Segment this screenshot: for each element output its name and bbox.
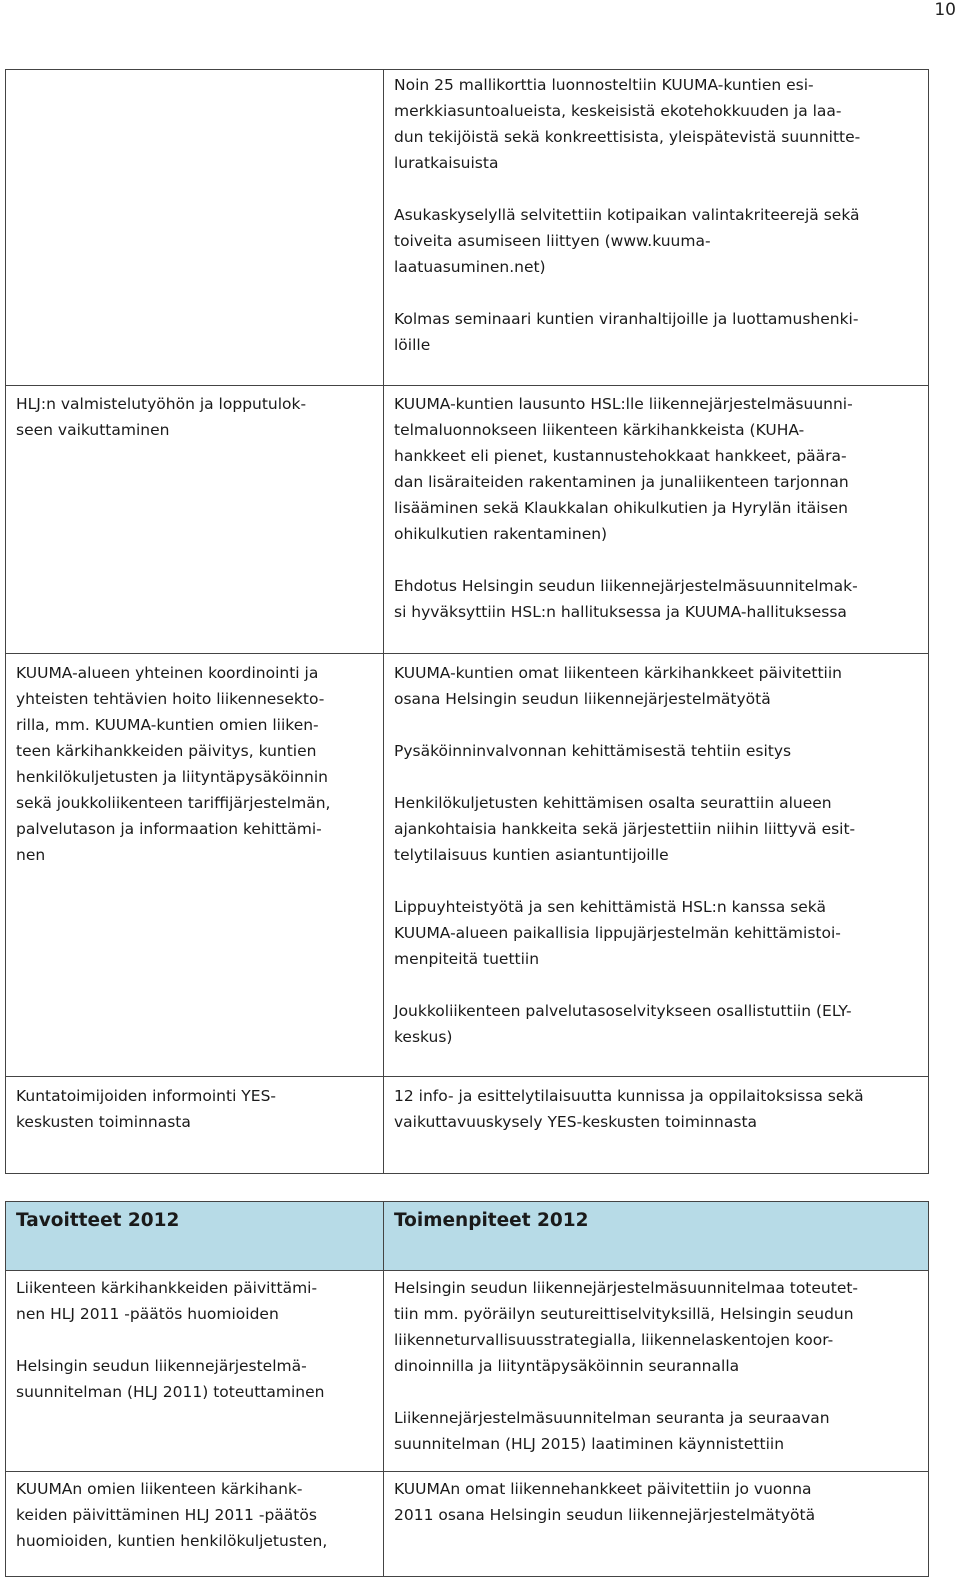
goal-cell xyxy=(6,1271,384,1472)
cell-paragraph: Noin 25 mallikorttia luonnosteltiin KUUMA-kuntien esi- merkkiasuntoalueista, keskeisistä ekotehokkuuden ja laa- dun tekijöistä sekä konkreettisista, yleispätevistä suunnitte- luratkaisuista xyxy=(394,76,861,172)
cell-paragraph: Kolmas seminaari kuntien viranhaltijoille ja luottamushenki- löille xyxy=(394,310,859,354)
goals-table-2012 xyxy=(5,1201,929,1577)
action-cell xyxy=(384,1472,929,1577)
header-actions-2012: Toimenpiteet 2012 xyxy=(384,1202,929,1271)
action-cell xyxy=(384,70,929,386)
cell-paragraph: Lippuyhteistyötä ja sen kehittämistä HSL:n kanssa sekä KUUMA-alueen paikallisia lippujärjestelmän kehittämistoi- menpiteitä tuettiin xyxy=(394,898,841,968)
action-cell xyxy=(384,654,929,1077)
action-cell xyxy=(384,386,929,654)
cell-paragraph: Helsingin seudun liikennejärjestelmäsuunnitelmaa toteutet- tiin mm. pyöräilyn seutureittiselvityksillä, Helsingin seudun liikenneturvallisuusstrategialla, liikennelaskentojen koor- dinoinnilla ja liityntäpysäköinnin seurannalla xyxy=(394,1279,859,1375)
cell-paragraph: KUUMAn omat liikennehankkeet päivitettiin jo vuonna 2011 osana Helsingin seudun liikennejärjestelmätyötä xyxy=(394,1480,816,1524)
cell-paragraph: Liikennejärjestelmäsuunnitelman seuranta ja seuraavan suunnitelman (HLJ 2015) laatiminen käynnistettiin xyxy=(394,1409,830,1453)
table-row xyxy=(6,386,929,654)
goal-cell xyxy=(6,1077,384,1174)
header-goals-2012: Tavoitteet 2012 xyxy=(6,1202,384,1271)
cell-paragraph: Helsingin seudun liikennejärjestelmä- suunnitelman (HLJ 2011) toteuttaminen xyxy=(16,1357,325,1401)
cell-paragraph: KUUMA-kuntien lausunto HSL:lle liikennejärjestelmäsuunni- telmaluonnokseen liikenteen kärkihankkeista (KUHA- hankkeet eli pienet, kustannustehokkaat hankkeet, päära- dan lisäraiteiden rakentaminen ja junaliikenteen tarjonnan lisääminen sekä Klaukkalan ohikulkutien ja Hyrylän itäisen ohikulkutien rakentaminen) xyxy=(394,395,853,543)
table-row xyxy=(6,1077,929,1174)
cell-paragraph: HLJ:n valmistelutyöhön ja lopputulok- seen vaikuttaminen xyxy=(16,395,307,439)
cell-paragraph: KUUMAn omien liikenteen kärkihank- keiden päivittäminen HLJ 2011 -päätös huomioiden, kuntien henkilökuljetusten, xyxy=(16,1480,328,1550)
goal-cell xyxy=(6,1472,384,1577)
cell-paragraph: Kuntatoimijoiden informointi YES- keskusten toiminnasta xyxy=(16,1087,276,1131)
goal-cell xyxy=(6,70,384,386)
goal-cell xyxy=(6,386,384,654)
action-cell xyxy=(384,1077,929,1174)
cell-paragraph: Ehdotus Helsingin seudun liikennejärjestelmäsuunnitelmak- si hyväksyttiin HSL:n hallituksessa ja KUUMA-hallituksessa xyxy=(394,577,858,621)
cell-paragraph: Henkilökuljetusten kehittämisen osalta seurattiin alueen ajankohtaisia hankkeita sekä järjestettiin niihin liittyvä esit- telytilaisuus kuntien asiantuntijoille xyxy=(394,794,856,864)
page-number: 10 xyxy=(934,0,956,20)
activities-table-2011 xyxy=(5,69,929,1174)
table-row xyxy=(6,70,929,386)
table-header-row xyxy=(6,1202,929,1271)
cell-paragraph: KUUMA-alueen yhteinen koordinointi ja yhteisten tehtävien hoito liikennesekto- rilla, mm. KUUMA-kuntien omien liiken- teen kärkihankkeiden päivitys, kuntien henkilökuljetusten ja liityntäpysäköinnin sekä joukkoliikenteen tariffijärjestelmän, palvelutason ja informaation kehittämi- nen xyxy=(16,664,331,864)
table-row xyxy=(6,1271,929,1472)
cell-paragraph: Pysäköinninvalvonnan kehittämisestä tehtiin esitys xyxy=(394,742,792,760)
cell-paragraph: Asukaskyselyllä selvitettiin kotipaikan valintakriteerejä sekä toiveita asumiseen liittyen (www.kuuma- laatuasuminen.net) xyxy=(394,206,860,276)
goal-cell xyxy=(6,654,384,1077)
action-cell xyxy=(384,1271,929,1472)
table-row xyxy=(6,654,929,1077)
table-row xyxy=(6,1472,929,1577)
cell-paragraph: Joukkoliikenteen palvelutasoselvitykseen osallistuttiin (ELY- keskus) xyxy=(394,1002,852,1046)
cell-paragraph: Liikenteen kärkihankkeiden päivittämi- nen HLJ 2011 -päätös huomioiden xyxy=(16,1279,318,1323)
cell-paragraph: KUUMA-kuntien omat liikenteen kärkihankkeet päivitettiin osana Helsingin seudun liikennejärjestelmätyötä xyxy=(394,664,842,708)
cell-paragraph: 12 info- ja esittelytilaisuutta kunnissa ja oppilaitoksissa sekä vaikuttavuuskysely YES-keskusten toiminnasta xyxy=(394,1087,864,1131)
